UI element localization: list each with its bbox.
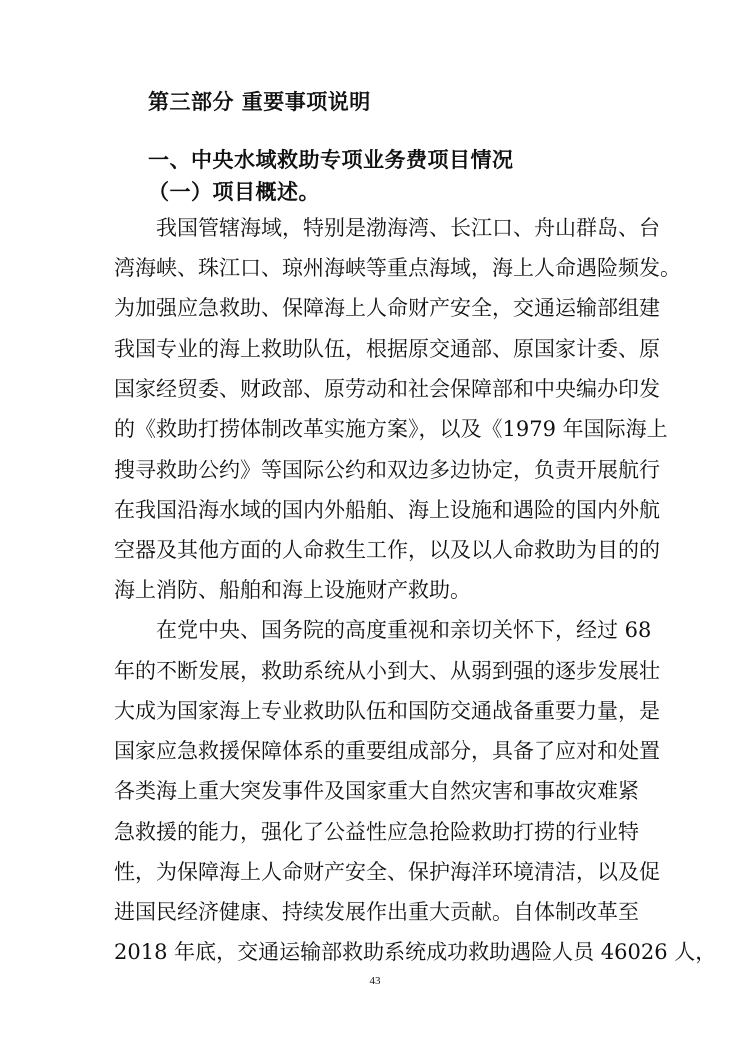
paragraph-line: 我国专业的海上救助队伍，根据原交通部、原国家计委、原 xyxy=(114,337,660,361)
paragraph-line: 进国民经济健康、持续发展作出重大贡献。自体制改革至 xyxy=(114,900,639,924)
paragraph-line: 年的不断发展，救助系统从小到大、从弱到强的逐步发展壮 xyxy=(114,659,660,683)
section-title: 一、中央水域救助专项业务费项目情况 xyxy=(148,148,514,172)
paragraph-line: 的《救助打捞体制改革实施方案》，以及《1979 年国际海上 xyxy=(114,417,668,441)
paragraph-line: 我国管辖海域，特别是渤海湾、长江口、舟山群岛、台 xyxy=(156,216,660,240)
part-title: 第三部分 重要事项说明 xyxy=(148,90,371,114)
paragraph-line: 急救援的能力，强化了公益性应急抢险救助打捞的行业特 xyxy=(114,820,639,844)
paragraph-line: 性，为保障海上人命财产安全、保护海洋环境清洁，以及促 xyxy=(114,860,660,884)
paragraph-line: 各类海上重大突发事件及国家重大自然灾害和事故灾难紧 xyxy=(114,779,639,803)
paragraph-line: 2018 年底，交通运输部救助系统成功救助遇险人员 46026 人， xyxy=(114,940,717,964)
page-number: 43 xyxy=(369,975,381,987)
paragraph-line: 国家应急救援保障体系的重要组成部分，具备了应对和处置 xyxy=(114,739,660,763)
paragraph-line: 空器及其他方面的人命救生工作，以及以人命救助为目的的 xyxy=(114,538,660,562)
subsection-title: （一）项目概述。 xyxy=(148,180,320,204)
paragraph-line: 在党中央、国务院的高度重视和亲切关怀下，经过 68 xyxy=(156,618,652,642)
paragraph-line: 国家经贸委、财政部、原劳动和社会保障部和中央编办印发 xyxy=(114,377,660,401)
paragraph-line: 搜寻救助公约》等国际公约和双边多边协定，负责开展航行 xyxy=(114,458,660,482)
paragraph-line: 大成为国家海上专业救助队伍和国防交通战备重要力量，是 xyxy=(114,699,660,723)
paragraph-line: 为加强应急救助、保障海上人命财产安全，交通运输部组建 xyxy=(114,296,660,320)
paragraph-line: 海上消防、船舶和海上设施财产救助。 xyxy=(114,578,471,602)
paragraph-line: 湾海峡、珠江口、琼州海峡等重点海域，海上人命遇险频发。 xyxy=(114,256,681,280)
paragraph-line: 在我国沿海水域的国内外船舶、海上设施和遇险的国内外航 xyxy=(114,498,660,522)
